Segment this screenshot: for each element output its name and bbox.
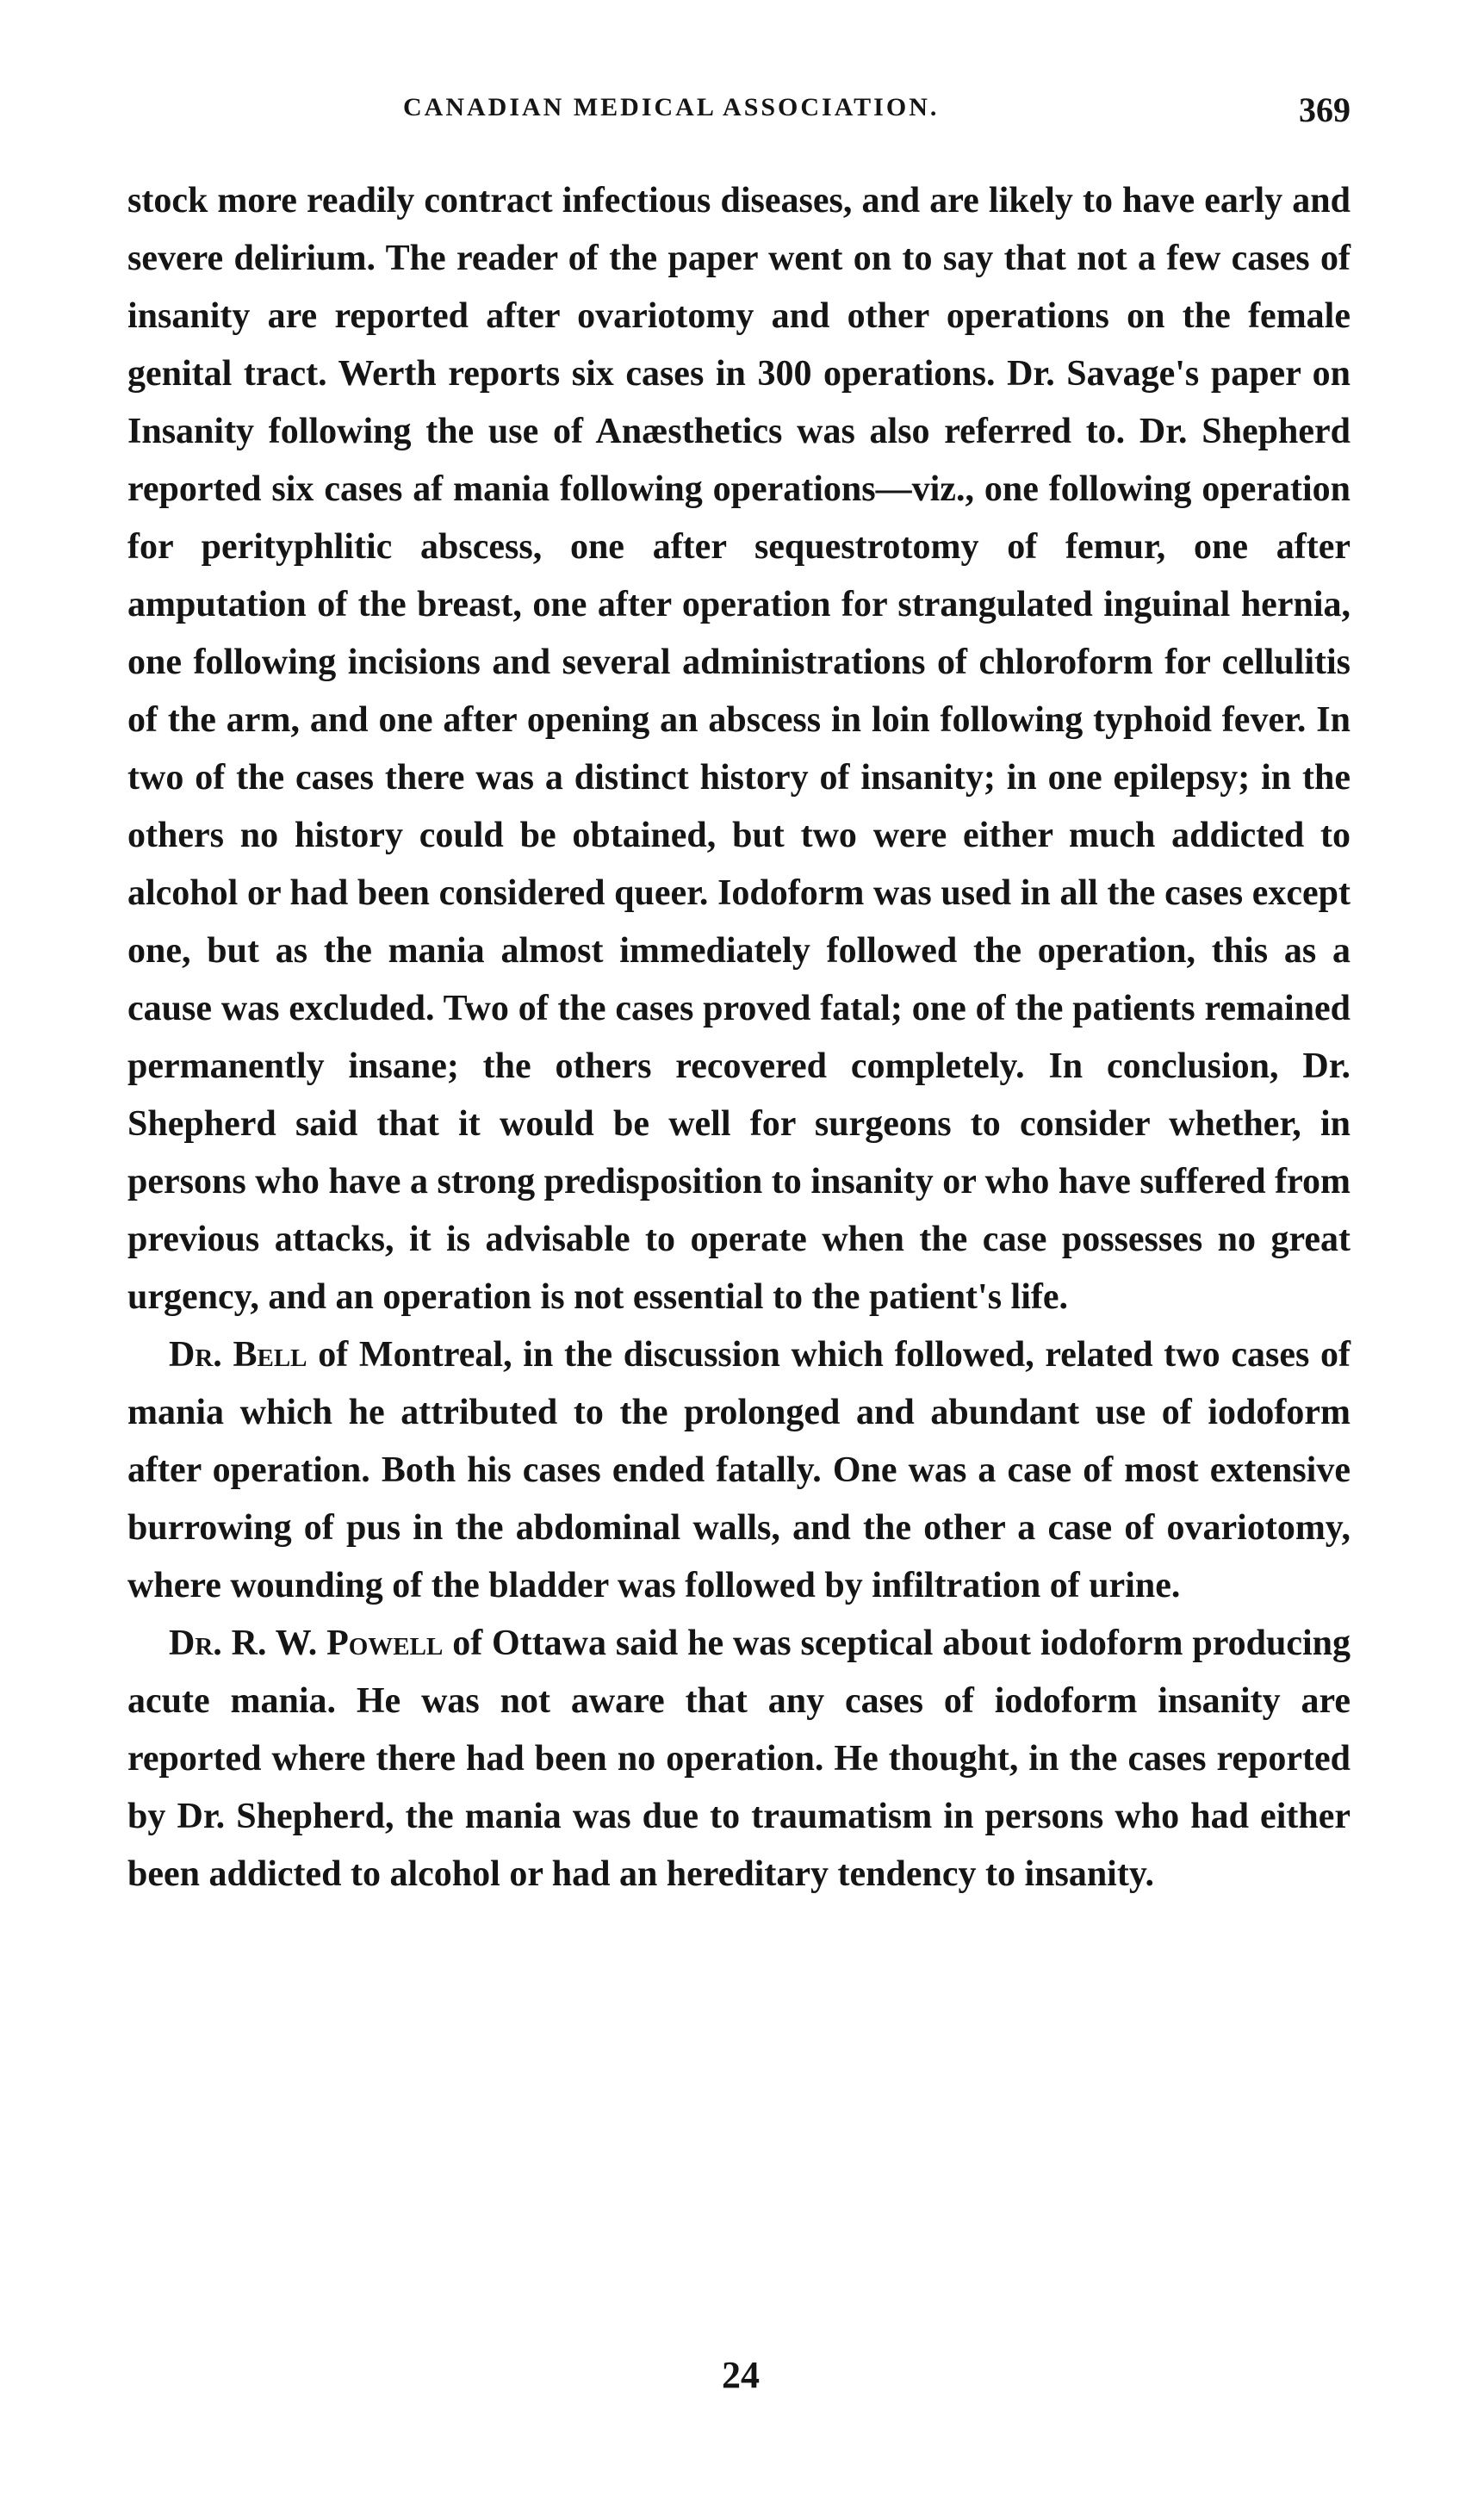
paragraph-shepherd-report: stock more readily contract infectious diseases, and are likely to have early and severe delirium. The reader of the paper went on to say that not a few cases of insanity are reported after ovariotomy and other operations on the female genital tract. Werth reports six cases in 300 operations. Dr. Savage's paper on Insanity following the use of Anæsthetics was also referred to. Dr. Shepherd reported six cases af mania following operations—viz., one following operation for perityphlitic abscess, one after sequestrotomy of femur, one after amputation of the breast, one after operation for strangulated inguinal hernia, one following incisions and several administrations of chloroform for cellulitis of the arm, and one after opening an abscess in loin following typhoid fever. In two of the cases there was a distinct history of insanity; in one epilepsy; in the others no history could be obtained, but two were either much addicted to alcohol or had been considered queer. Iodoform was used in all the cases except one, but as the mania almost immediately followed the operation, this as a cause was excluded. Two of the cases proved fatal; one of the patients remained permanently insane; the others recovered completely. In conclusion, Dr. Shepherd said that it would be well for surgeons to consider whether, in persons who have a strong predisposition to insanity or who have suffered from previous attacks, it is advisable to operate when the case possesses no great urgency, and an operation is not essential to the patient's life. [127, 181, 1351, 1317]
journal-title: CANADIAN MEDICAL ASSOCIATION. [403, 93, 940, 121]
running-head [403, 90, 1351, 145]
paragraph-bell-discussion [127, 1326, 1351, 1615]
paragraph-text: of Montreal, in the discussion which followed, related two cases of mania which he attributed to the prolonged and abundant use of iodoform after operation. Both his cases ended fatally. One was a case of most extensive burrowing of pus in the abdominal walls, and the other a case of ovariotomy, where wounding of the bladder was followed by infiltration of urine. [127, 1335, 1351, 1605]
article-body [127, 172, 1351, 1903]
paragraph-text: of Ottawa said he was sceptical about iodoform producing acute mania. He was not aware that any cases of iodoform insanity are reported where there had been no operation. He thought, in the cases reported by Dr. Shepherd, the mania was due to traumatism in persons who had either been addicted to alcohol or had an hereditary tendency to insanity. [127, 1624, 1351, 1894]
signature-mark: 24 [722, 2354, 760, 2396]
paragraph-powell-discussion [127, 1615, 1351, 1903]
speaker-name: Dr. Bell [169, 1335, 307, 1375]
speaker-name: Dr. R. W. Powell [169, 1624, 444, 1663]
page-number: 369 [1299, 90, 1351, 129]
